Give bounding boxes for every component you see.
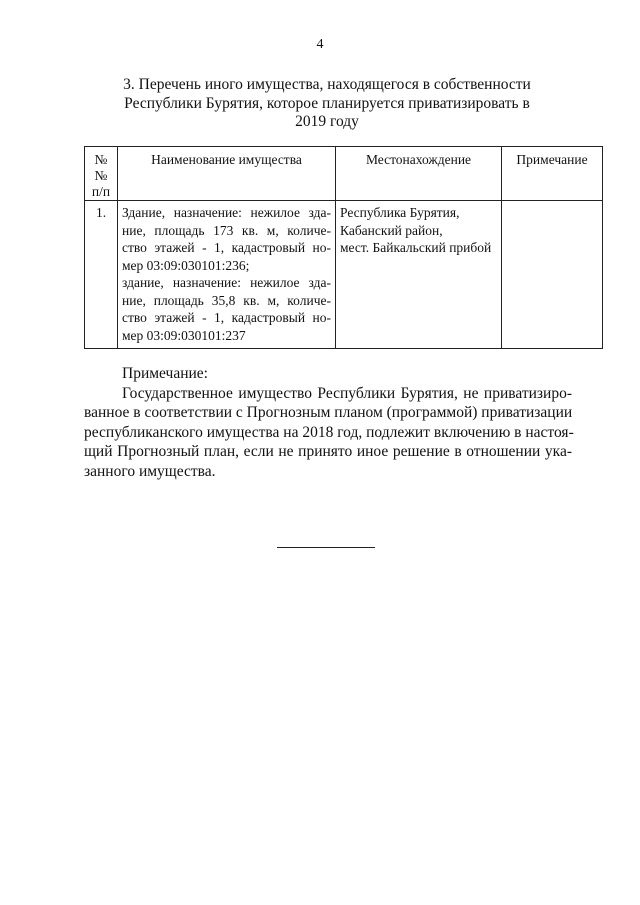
property-name-line: ство этажей - 1, кадастровый но- <box>122 310 331 325</box>
property-table <box>84 146 603 349</box>
section-title-line: 2019 году <box>295 113 359 130</box>
row-number: 1. <box>85 201 118 349</box>
page-number: 4 <box>316 37 324 52</box>
end-divider <box>277 547 375 548</box>
location-line: мест. Байкальский прибой <box>340 240 492 255</box>
header-location: Местонахождение <box>336 147 502 201</box>
section-title <box>60 76 594 132</box>
note-text-line: ванное в соответствии с Прогнозным планом (программой) приватизации <box>84 404 573 421</box>
property-name-line: ние, площадь 173 кв. м, количе- <box>122 222 331 238</box>
header-number <box>85 147 118 201</box>
property-name-line: мер 03:09:030101:237 <box>122 327 246 343</box>
property-name-line: Здание, назначение: нежилое зда- <box>122 205 331 220</box>
row-property-name <box>118 201 336 349</box>
header-number-line: №№ <box>94 152 108 183</box>
property-name-line: мер 03:09:030101:236; <box>122 257 250 273</box>
note-text-line: Государственное имущество Республики Бурятия, не приватизиро- <box>122 384 572 402</box>
header-name: Наименование имущества <box>118 147 336 201</box>
header-note: Примечание <box>502 147 603 201</box>
row-location <box>336 201 502 349</box>
note-text-line: щий Прогнозный план, если не принято иное решение в отношении ука- <box>84 443 572 460</box>
note-text-line: занного имущества. <box>84 462 216 480</box>
location-line: Республика Бурятия, <box>340 205 460 220</box>
location-line: Кабанский район, <box>340 222 443 238</box>
note-heading: Примечание: <box>122 365 208 382</box>
table-header-row <box>85 147 603 201</box>
header-number-line: п/п <box>91 184 111 199</box>
table-row <box>85 201 603 349</box>
property-name-line: здание, назначение: нежилое зда- <box>122 275 331 290</box>
property-name-line: ство этажей - 1, кадастровый но- <box>122 240 331 255</box>
section-title-line: 3. Перечень иного имущества, находящегося в собственности <box>123 76 531 93</box>
section-title-line: Республики Бурятия, которое планируется приватизировать в <box>124 94 530 112</box>
note-text-line: республиканского имущества на 2018 год, подлежит включению в настоя- <box>84 423 574 441</box>
note-text <box>84 384 572 482</box>
row-note <box>502 201 603 349</box>
note-block <box>84 364 572 481</box>
property-name-line: ние, площадь 35,8 кв. м, количе- <box>122 292 331 308</box>
